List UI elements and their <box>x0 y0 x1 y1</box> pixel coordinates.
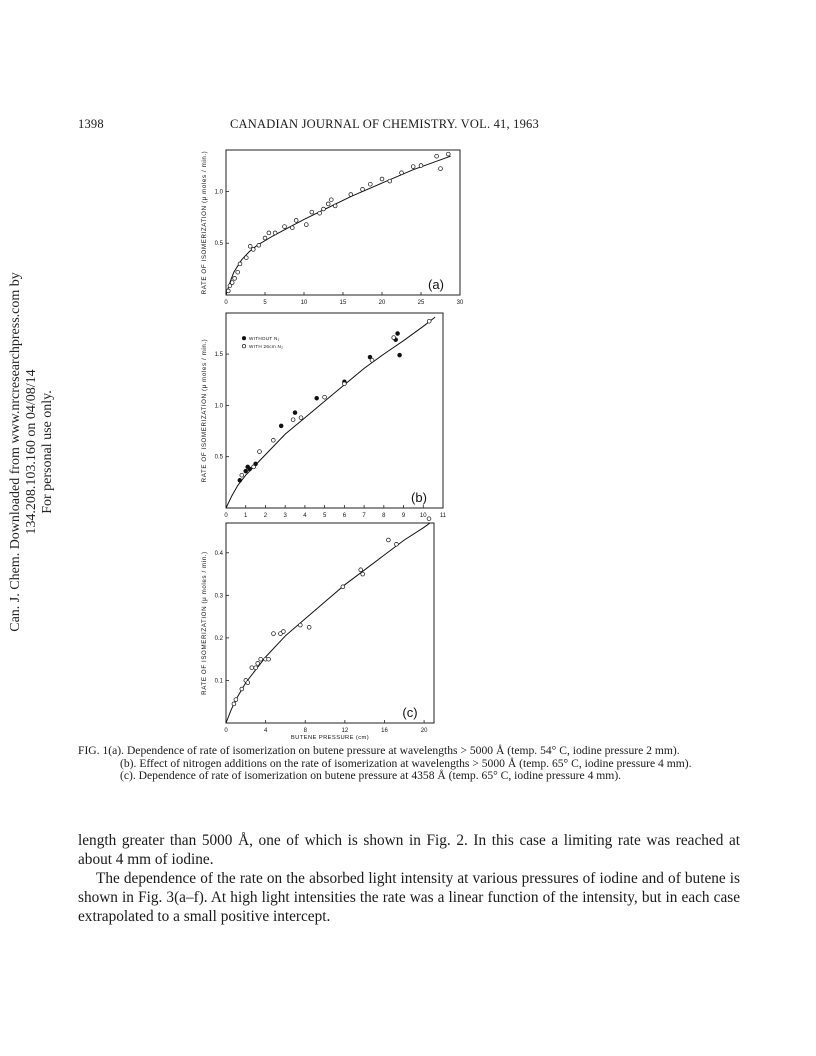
data-point-open <box>267 657 271 661</box>
caption-b: (b). Effect of nitrogen additions on the rate of isomerization at wavelengths > 5000 Å (temp. 65° C, iodine pressure 4 mm). <box>120 756 692 770</box>
caption-a: FIG. 1(a). Dependence of rate of isomerization on butene pressure at wavelengths > 5000 Å (temp. 54° C, iodine pressure 2 mm). <box>78 744 680 757</box>
y-axis-label: RATE OF ISOMERIZATION (μ moles / min.) <box>201 551 208 695</box>
data-point-open <box>244 256 248 260</box>
y-tick-label: 0.5 <box>214 454 223 461</box>
data-point-open <box>322 207 326 211</box>
fit-curve <box>226 156 451 295</box>
data-point-filled <box>315 396 319 400</box>
figure-caption <box>78 745 740 783</box>
y-tick-label: 1.0 <box>214 403 223 410</box>
data-point-open <box>299 416 303 420</box>
y-tick-label: 1.5 <box>214 352 223 359</box>
data-point-open <box>246 681 250 685</box>
x-tick-label: 0 <box>224 513 228 519</box>
data-point-open <box>273 231 277 235</box>
fit-curve <box>226 523 430 723</box>
panel-b <box>201 313 447 519</box>
x-tick-label: 0 <box>224 728 228 734</box>
x-tick-label: 6 <box>342 513 347 519</box>
data-point-open <box>290 226 294 230</box>
y-tick-label: 0.1 <box>214 678 223 685</box>
data-point-open <box>257 243 261 247</box>
data-point-open <box>259 657 263 661</box>
x-tick-label: 1 <box>244 513 248 519</box>
data-point-open <box>304 223 308 227</box>
x-tick-label: 10 <box>300 300 308 306</box>
legend-marker <box>242 345 245 348</box>
data-point-open <box>395 542 399 546</box>
data-point-open <box>329 198 333 202</box>
x-axis-label: BUTENE PRESSURE (cm) <box>290 735 370 741</box>
data-point-filled <box>244 469 248 473</box>
x-tick-label: 8 <box>303 728 307 734</box>
data-point-open <box>258 450 262 454</box>
data-point-open <box>361 572 365 576</box>
data-point-filled <box>248 467 252 471</box>
paragraph-1: length greater than 5000 Å, one of which is shown in Fig. 2. In this case a limiting rate was reached at about 4 mm of iodine. <box>78 832 740 868</box>
data-point-open <box>323 395 327 399</box>
data-point-open <box>361 188 365 192</box>
body-text <box>78 831 740 926</box>
data-point-open <box>427 517 431 521</box>
x-tick-label: 8 <box>382 513 386 519</box>
data-point-open <box>349 193 353 197</box>
data-point-open <box>343 382 347 386</box>
x-tick-label: 5 <box>322 513 327 519</box>
caption-c: (c). Dependence of rate of isomerization on butene pressure at 4358 Å (temp. 65° C, iodine pressure 4 mm). <box>120 769 622 783</box>
data-point-open <box>256 662 260 666</box>
data-point-open <box>291 418 295 422</box>
data-point-open <box>271 438 275 442</box>
data-point-open <box>411 165 415 169</box>
data-point-open <box>368 182 372 186</box>
y-axis-label: RATE OF ISOMERIZATION (μ moles / min.) <box>201 150 208 295</box>
data-point-open <box>254 666 258 670</box>
panel-label: (b) <box>411 490 427 505</box>
data-point-open <box>267 231 271 235</box>
x-tick-label: 30 <box>456 300 464 306</box>
x-tick-label: 0 <box>224 300 228 306</box>
data-point-open <box>307 625 311 629</box>
x-tick-label: 25 <box>417 300 425 306</box>
data-point-open <box>427 319 431 323</box>
y-tick-label: 0.5 <box>214 241 223 248</box>
data-point-open <box>392 336 396 340</box>
y-tick-label: 0.3 <box>214 593 223 600</box>
y-tick-label: 0.2 <box>214 635 223 642</box>
data-point-open <box>387 538 391 542</box>
plot-frame <box>226 523 434 723</box>
data-point-open <box>230 281 234 285</box>
running-title: CANADIAN JOURNAL OF CHEMISTRY. VOL. 41, 1963 <box>230 117 539 131</box>
x-tick-label: 11 <box>439 513 447 519</box>
data-point-open <box>234 698 238 702</box>
data-point-filled <box>279 424 283 428</box>
x-tick-label: 12 <box>341 728 349 734</box>
data-point-open <box>282 630 286 634</box>
x-tick-label: 5 <box>263 300 267 306</box>
plot-frame <box>226 150 460 295</box>
data-point-open <box>252 465 256 469</box>
x-tick-label: 20 <box>420 728 428 734</box>
data-point-open <box>294 219 298 223</box>
data-point-open <box>283 225 287 229</box>
watermark-line-2: For personal use only. <box>40 390 55 514</box>
data-point-filled <box>238 478 242 482</box>
data-point-open <box>272 632 276 636</box>
panel-label: (a) <box>428 277 444 292</box>
x-tick-label: 9 <box>401 513 406 519</box>
legend-entry: WITH 26cm N₂ <box>249 344 284 349</box>
data-point-filled <box>396 332 400 336</box>
x-tick-label: 16 <box>381 728 388 734</box>
watermark-line-1: Can. J. Chem. Downloaded from www.nrcresearchpress.com by 134.208.103.160 on 04/08/14 <box>8 272 39 632</box>
data-point-open <box>388 179 392 183</box>
data-point-open <box>419 164 423 168</box>
data-point-open <box>233 277 237 281</box>
x-tick-label: 20 <box>378 300 386 306</box>
data-point-open <box>370 358 374 362</box>
data-point-open <box>226 289 230 293</box>
data-point-open <box>446 152 450 156</box>
y-tick-label: 1.0 <box>214 189 223 196</box>
legend-marker <box>242 337 245 340</box>
data-point-open <box>310 210 314 214</box>
y-tick-label: 0.4 <box>214 550 223 557</box>
panel-label: (c) <box>402 705 418 720</box>
data-point-open <box>435 154 439 158</box>
paragraph-2: The dependence of the rate on the absorbed light intensity at various pressures of iodine and of butene is shown in Fig. 3(a–f). At high light intensities the rate was a linear function of the intensity, but in each case extrapolated to a small positive intercept. <box>78 870 740 925</box>
x-tick-label: 3 <box>283 513 287 519</box>
legend-entry: WITHOUT N₂ <box>249 336 280 341</box>
data-point-open <box>400 171 404 175</box>
data-point-open <box>232 702 236 706</box>
x-tick-label: 15 <box>339 300 347 306</box>
data-point-open <box>248 244 252 248</box>
y-axis-label: RATE OF ISOMERIZATION (μ moles / min.) <box>201 338 208 483</box>
data-point-open <box>439 167 443 171</box>
data-point-open <box>251 248 255 252</box>
data-point-open <box>240 473 244 477</box>
data-point-open <box>380 177 384 181</box>
data-point-open <box>341 585 345 589</box>
data-point-open <box>236 270 240 274</box>
data-point-open <box>250 666 254 670</box>
data-point-open <box>318 211 322 215</box>
x-tick-label: 4 <box>263 728 268 734</box>
x-tick-label: 2 <box>263 513 268 519</box>
page-number: 1398 <box>78 117 104 131</box>
data-point-open <box>298 623 302 627</box>
x-tick-label: 4 <box>303 513 307 519</box>
data-point-open <box>333 204 337 208</box>
data-point-open <box>359 568 363 572</box>
x-tick-label: 7 <box>362 513 366 519</box>
panel-c <box>201 517 434 741</box>
data-point-open <box>326 202 330 206</box>
panel-a <box>201 150 464 306</box>
data-point-open <box>238 262 242 266</box>
data-point-filled <box>293 411 297 415</box>
x-tick-label: 10 <box>419 513 427 519</box>
plot-frame <box>226 313 443 508</box>
data-point-open <box>240 687 244 691</box>
data-point-filled <box>398 353 402 357</box>
data-point-open <box>263 236 267 240</box>
